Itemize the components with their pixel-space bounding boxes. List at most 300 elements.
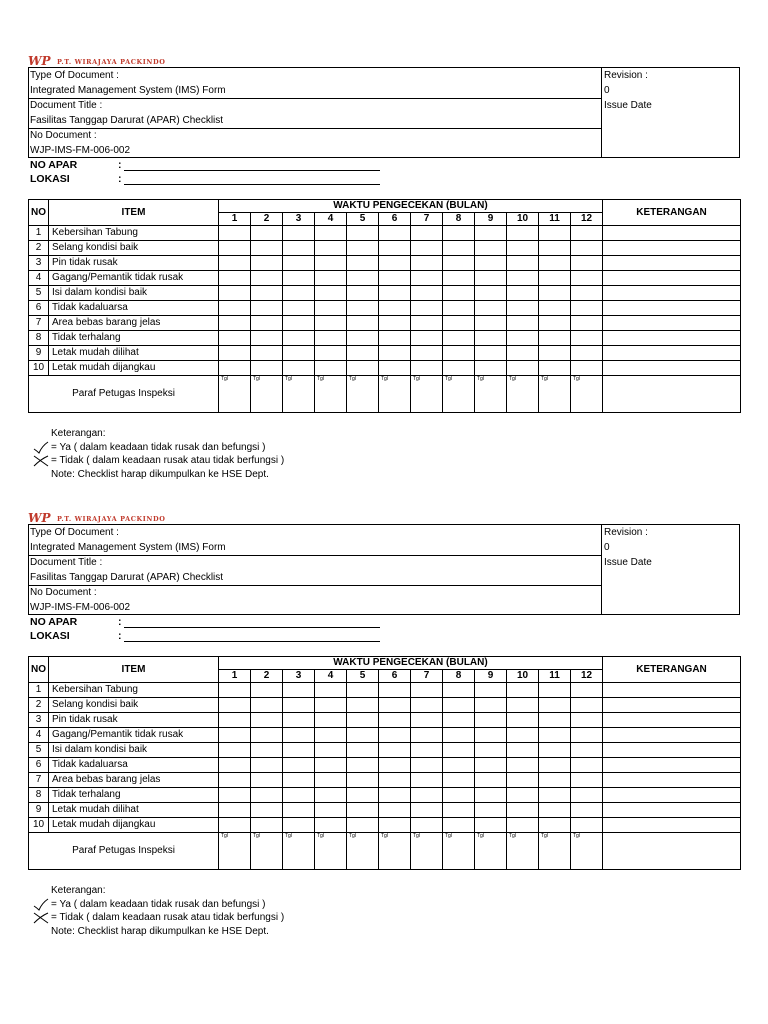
check-cell[interactable] — [539, 803, 571, 818]
signature-date-cell[interactable]: Tgl — [219, 833, 251, 870]
check-cell[interactable] — [219, 346, 251, 361]
check-cell[interactable] — [443, 803, 475, 818]
check-cell[interactable] — [507, 728, 539, 743]
check-cell[interactable] — [379, 803, 411, 818]
check-cell[interactable] — [507, 316, 539, 331]
check-cell[interactable] — [283, 773, 315, 788]
check-cell[interactable] — [315, 713, 347, 728]
check-cell[interactable] — [219, 758, 251, 773]
keterangan-cell[interactable] — [603, 271, 741, 286]
check-cell[interactable] — [251, 773, 283, 788]
check-cell[interactable] — [411, 241, 443, 256]
check-cell[interactable] — [475, 331, 507, 346]
check-cell[interactable] — [443, 713, 475, 728]
check-cell[interactable] — [411, 346, 443, 361]
check-cell[interactable] — [507, 271, 539, 286]
check-cell[interactable] — [411, 286, 443, 301]
check-cell[interactable] — [443, 818, 475, 833]
check-cell[interactable] — [443, 301, 475, 316]
checklist-table — [28, 656, 741, 870]
check-cell[interactable] — [251, 346, 283, 361]
check-cell[interactable] — [219, 728, 251, 743]
check-cell[interactable] — [315, 818, 347, 833]
check-cell[interactable] — [443, 346, 475, 361]
check-cell[interactable] — [411, 728, 443, 743]
check-cell[interactable] — [571, 698, 603, 713]
check-cell[interactable] — [315, 331, 347, 346]
keterangan-cell[interactable] — [603, 241, 741, 256]
check-cell[interactable] — [411, 271, 443, 286]
signature-date-cell[interactable]: Tgl — [571, 376, 603, 413]
check-cell[interactable] — [283, 788, 315, 803]
check-cell[interactable] — [315, 361, 347, 376]
check-cell[interactable] — [347, 226, 379, 241]
check-cell[interactable] — [443, 683, 475, 698]
check-cell[interactable] — [283, 286, 315, 301]
check-cell[interactable] — [571, 743, 603, 758]
check-cell[interactable] — [443, 758, 475, 773]
check-cell[interactable] — [539, 316, 571, 331]
check-cell[interactable] — [315, 683, 347, 698]
check-cell[interactable] — [475, 256, 507, 271]
signature-date-cell[interactable]: Tgl — [315, 376, 347, 413]
check-cell[interactable] — [219, 301, 251, 316]
check-cell[interactable] — [475, 286, 507, 301]
check-cell[interactable] — [411, 683, 443, 698]
check-cell[interactable] — [443, 331, 475, 346]
signature-date-cell[interactable]: Tgl — [347, 376, 379, 413]
paraf-keterangan-cell[interactable] — [603, 376, 741, 413]
check-cell[interactable] — [251, 818, 283, 833]
item-number: 3 — [29, 256, 49, 271]
check-cell[interactable] — [347, 698, 379, 713]
keterangan-cell[interactable] — [603, 301, 741, 316]
check-cell[interactable] — [251, 301, 283, 316]
check-cell[interactable] — [251, 743, 283, 758]
signature-date-cell[interactable]: Tgl — [283, 376, 315, 413]
no-apar-input-line[interactable] — [124, 627, 380, 628]
check-cell[interactable] — [539, 346, 571, 361]
signature-date-cell[interactable]: Tgl — [507, 376, 539, 413]
check-cell[interactable] — [571, 758, 603, 773]
check-cell[interactable] — [251, 713, 283, 728]
check-cell[interactable] — [251, 316, 283, 331]
check-cell[interactable] — [443, 271, 475, 286]
check-cell[interactable] — [411, 818, 443, 833]
check-cell[interactable] — [219, 331, 251, 346]
check-cell[interactable] — [443, 728, 475, 743]
signature-date-cell[interactable]: Tgl — [507, 833, 539, 870]
check-cell[interactable] — [539, 773, 571, 788]
check-cell[interactable] — [571, 361, 603, 376]
check-cell[interactable] — [443, 698, 475, 713]
check-cell[interactable] — [379, 346, 411, 361]
check-cell[interactable] — [475, 818, 507, 833]
check-cell[interactable] — [411, 773, 443, 788]
check-cell[interactable] — [443, 773, 475, 788]
check-cell[interactable] — [219, 698, 251, 713]
check-cell[interactable] — [283, 683, 315, 698]
check-cell[interactable] — [347, 331, 379, 346]
check-cell[interactable] — [251, 271, 283, 286]
check-cell[interactable] — [379, 271, 411, 286]
check-cell[interactable] — [283, 803, 315, 818]
check-cell[interactable] — [283, 331, 315, 346]
check-cell[interactable] — [475, 361, 507, 376]
check-cell[interactable] — [475, 788, 507, 803]
check-cell[interactable] — [571, 286, 603, 301]
check-cell[interactable] — [347, 286, 379, 301]
keterangan-cell[interactable] — [603, 743, 741, 758]
no-apar-field[interactable]: NO APAR : — [30, 615, 77, 629]
check-cell[interactable] — [411, 743, 443, 758]
check-cell[interactable] — [507, 256, 539, 271]
check-cell[interactable] — [283, 226, 315, 241]
keterangan-cell[interactable] — [603, 331, 741, 346]
keterangan-cell[interactable] — [603, 316, 741, 331]
check-cell[interactable] — [379, 226, 411, 241]
check-cell[interactable] — [219, 316, 251, 331]
check-cell[interactable] — [347, 361, 379, 376]
check-cell[interactable] — [347, 346, 379, 361]
signature-date-cell[interactable]: Tgl — [379, 833, 411, 870]
check-cell[interactable] — [251, 683, 283, 698]
check-cell[interactable] — [411, 361, 443, 376]
check-cell[interactable] — [379, 788, 411, 803]
check-cell[interactable] — [411, 226, 443, 241]
signature-date-cell[interactable]: Tgl — [475, 833, 507, 870]
check-cell[interactable] — [283, 818, 315, 833]
signature-date-cell[interactable]: Tgl — [539, 833, 571, 870]
check-cell[interactable] — [571, 818, 603, 833]
check-cell[interactable] — [507, 698, 539, 713]
check-cell[interactable] — [347, 773, 379, 788]
check-cell[interactable] — [347, 758, 379, 773]
keterangan-cell[interactable] — [603, 286, 741, 301]
check-cell[interactable] — [283, 346, 315, 361]
check-cell[interactable] — [251, 728, 283, 743]
check-cell[interactable] — [539, 226, 571, 241]
check-cell[interactable] — [315, 728, 347, 743]
check-cell[interactable] — [283, 241, 315, 256]
check-cell[interactable] — [475, 773, 507, 788]
check-cell[interactable] — [219, 803, 251, 818]
no-apar-field[interactable]: NO APAR : — [30, 158, 77, 172]
check-cell[interactable] — [315, 803, 347, 818]
check-cell[interactable] — [507, 226, 539, 241]
check-cell[interactable] — [347, 728, 379, 743]
check-cell[interactable] — [251, 331, 283, 346]
check-cell[interactable] — [571, 331, 603, 346]
check-cell[interactable] — [475, 698, 507, 713]
check-cell[interactable] — [379, 361, 411, 376]
keterangan-cell[interactable] — [603, 346, 741, 361]
check-cell[interactable] — [347, 713, 379, 728]
signature-date-cell[interactable]: Tgl — [251, 833, 283, 870]
keterangan-cell[interactable] — [603, 698, 741, 713]
keterangan-cell[interactable] — [603, 226, 741, 241]
check-cell[interactable] — [251, 758, 283, 773]
keterangan-cell[interactable] — [603, 803, 741, 818]
keterangan-cell[interactable] — [603, 728, 741, 743]
signature-date-cell[interactable]: Tgl — [443, 376, 475, 413]
check-cell[interactable] — [283, 743, 315, 758]
lokasi-input-line[interactable] — [124, 184, 380, 185]
check-cell[interactable] — [443, 316, 475, 331]
check-cell[interactable] — [379, 713, 411, 728]
check-cell[interactable] — [251, 698, 283, 713]
revision-label: Revision : — [604, 70, 648, 81]
check-cell[interactable] — [251, 361, 283, 376]
signature-date-cell[interactable]: Tgl — [347, 833, 379, 870]
check-cell[interactable] — [475, 713, 507, 728]
check-cell[interactable] — [347, 241, 379, 256]
check-cell[interactable] — [347, 256, 379, 271]
check-cell[interactable] — [571, 301, 603, 316]
check-cell[interactable] — [507, 346, 539, 361]
check-cell[interactable] — [219, 361, 251, 376]
signature-date-cell[interactable]: Tgl — [571, 833, 603, 870]
check-cell[interactable] — [315, 271, 347, 286]
check-cell[interactable] — [347, 316, 379, 331]
check-cell[interactable] — [379, 241, 411, 256]
check-cell[interactable] — [571, 788, 603, 803]
lokasi-input-line[interactable] — [124, 641, 380, 642]
check-cell[interactable] — [379, 286, 411, 301]
check-cell[interactable] — [571, 241, 603, 256]
signature-date-cell[interactable]: Tgl — [219, 376, 251, 413]
keterangan-cell[interactable] — [603, 818, 741, 833]
check-cell[interactable] — [379, 256, 411, 271]
check-cell[interactable] — [475, 226, 507, 241]
check-cell[interactable] — [251, 241, 283, 256]
check-cell[interactable] — [443, 788, 475, 803]
check-cell[interactable] — [507, 361, 539, 376]
check-cell[interactable] — [539, 683, 571, 698]
check-cell[interactable] — [347, 743, 379, 758]
check-cell[interactable] — [379, 698, 411, 713]
check-cell[interactable] — [379, 301, 411, 316]
check-cell[interactable] — [251, 803, 283, 818]
check-cell[interactable] — [315, 286, 347, 301]
check-cell[interactable] — [219, 271, 251, 286]
check-cell[interactable] — [475, 803, 507, 818]
signature-date-cell[interactable]: Tgl — [379, 376, 411, 413]
no-apar-input-line[interactable] — [124, 170, 380, 171]
check-cell[interactable] — [411, 788, 443, 803]
check-cell[interactable] — [539, 361, 571, 376]
check-cell[interactable] — [475, 271, 507, 286]
keterangan-cell[interactable] — [603, 361, 741, 376]
lokasi-field[interactable]: LOKASI : — [30, 629, 70, 643]
signature-date-cell[interactable]: Tgl — [251, 376, 283, 413]
signature-date-cell[interactable]: Tgl — [411, 833, 443, 870]
check-cell[interactable] — [507, 331, 539, 346]
signature-date-cell[interactable]: Tgl — [315, 833, 347, 870]
check-cell[interactable] — [283, 758, 315, 773]
signature-date-cell[interactable]: Tgl — [283, 833, 315, 870]
keterangan-cell[interactable] — [603, 773, 741, 788]
check-cell[interactable] — [283, 728, 315, 743]
check-cell[interactable] — [219, 241, 251, 256]
check-cell[interactable] — [347, 803, 379, 818]
signature-date-cell[interactable]: Tgl — [475, 376, 507, 413]
check-cell[interactable] — [347, 301, 379, 316]
check-cell[interactable] — [219, 256, 251, 271]
check-cell[interactable] — [379, 773, 411, 788]
keterangan-cell[interactable] — [603, 256, 741, 271]
check-cell[interactable] — [379, 758, 411, 773]
check-cell[interactable] — [379, 743, 411, 758]
check-cell[interactable] — [411, 316, 443, 331]
check-cell[interactable] — [571, 803, 603, 818]
check-cell[interactable] — [571, 683, 603, 698]
check-cell[interactable] — [347, 271, 379, 286]
check-cell[interactable] — [379, 331, 411, 346]
check-cell[interactable] — [571, 713, 603, 728]
check-cell[interactable] — [507, 758, 539, 773]
check-cell[interactable] — [571, 271, 603, 286]
check-cell[interactable] — [539, 713, 571, 728]
check-cell[interactable] — [571, 316, 603, 331]
check-cell[interactable] — [315, 256, 347, 271]
check-cell[interactable] — [251, 286, 283, 301]
check-cell[interactable] — [507, 773, 539, 788]
apar-checklist-form-1 — [0, 52, 768, 492]
check-cell[interactable] — [283, 713, 315, 728]
check-cell[interactable] — [283, 698, 315, 713]
check-cell[interactable] — [283, 301, 315, 316]
check-cell[interactable] — [411, 758, 443, 773]
check-cell[interactable] — [411, 301, 443, 316]
signature-date-cell[interactable]: Tgl — [443, 833, 475, 870]
check-cell[interactable] — [507, 301, 539, 316]
check-cell[interactable] — [283, 271, 315, 286]
check-cell[interactable] — [443, 241, 475, 256]
check-cell[interactable] — [379, 683, 411, 698]
check-cell[interactable] — [219, 226, 251, 241]
check-cell[interactable] — [539, 788, 571, 803]
month-header: 4 — [315, 213, 347, 226]
check-cell[interactable] — [539, 818, 571, 833]
check-cell[interactable] — [443, 361, 475, 376]
check-cell[interactable] — [507, 788, 539, 803]
check-cell[interactable] — [539, 331, 571, 346]
check-cell[interactable] — [443, 226, 475, 241]
check-cell[interactable] — [411, 331, 443, 346]
check-cell[interactable] — [539, 286, 571, 301]
keterangan-cell[interactable] — [603, 788, 741, 803]
check-cell[interactable] — [539, 241, 571, 256]
check-cell[interactable] — [315, 788, 347, 803]
keterangan-cell[interactable] — [603, 758, 741, 773]
check-cell[interactable] — [315, 226, 347, 241]
check-cell[interactable] — [347, 818, 379, 833]
check-cell[interactable] — [251, 256, 283, 271]
check-cell[interactable] — [571, 773, 603, 788]
check-cell[interactable] — [251, 788, 283, 803]
check-cell[interactable] — [571, 256, 603, 271]
check-cell[interactable] — [507, 818, 539, 833]
check-cell[interactable] — [443, 256, 475, 271]
check-cell[interactable] — [539, 758, 571, 773]
check-cell[interactable] — [443, 743, 475, 758]
check-cell[interactable] — [347, 788, 379, 803]
check-cell[interactable] — [315, 241, 347, 256]
check-cell[interactable] — [219, 683, 251, 698]
check-cell[interactable] — [411, 803, 443, 818]
check-cell[interactable] — [219, 713, 251, 728]
check-cell[interactable] — [347, 683, 379, 698]
check-cell[interactable] — [315, 743, 347, 758]
check-cell[interactable] — [571, 346, 603, 361]
check-cell[interactable] — [507, 683, 539, 698]
check-cell[interactable] — [411, 713, 443, 728]
check-cell[interactable] — [219, 818, 251, 833]
check-cell[interactable] — [507, 241, 539, 256]
check-cell[interactable] — [475, 758, 507, 773]
check-cell[interactable] — [475, 346, 507, 361]
keterangan-cell[interactable] — [603, 713, 741, 728]
check-cell[interactable] — [475, 316, 507, 331]
signature-date-cell[interactable]: Tgl — [539, 376, 571, 413]
check-cell[interactable] — [315, 301, 347, 316]
check-cell[interactable] — [539, 743, 571, 758]
check-cell[interactable] — [251, 226, 283, 241]
check-cell[interactable] — [411, 256, 443, 271]
check-cell[interactable] — [219, 286, 251, 301]
check-cell[interactable] — [315, 773, 347, 788]
check-cell[interactable] — [219, 743, 251, 758]
check-cell[interactable] — [411, 698, 443, 713]
check-cell[interactable] — [315, 758, 347, 773]
check-cell[interactable] — [507, 713, 539, 728]
check-cell[interactable] — [315, 698, 347, 713]
check-cell[interactable] — [443, 286, 475, 301]
keterangan-cell[interactable] — [603, 683, 741, 698]
check-cell[interactable] — [315, 346, 347, 361]
check-cell[interactable] — [539, 256, 571, 271]
check-cell[interactable] — [571, 728, 603, 743]
check-cell[interactable] — [539, 301, 571, 316]
check-cell[interactable] — [507, 286, 539, 301]
check-cell[interactable] — [539, 698, 571, 713]
check-cell[interactable] — [379, 818, 411, 833]
check-cell[interactable] — [475, 301, 507, 316]
check-cell[interactable] — [539, 728, 571, 743]
check-cell[interactable] — [283, 316, 315, 331]
item-label: Letak mudah dijangkau — [49, 818, 219, 833]
check-cell[interactable] — [315, 316, 347, 331]
paraf-keterangan-cell[interactable] — [603, 833, 741, 870]
check-cell[interactable] — [379, 316, 411, 331]
check-cell[interactable] — [475, 683, 507, 698]
check-cell[interactable] — [507, 743, 539, 758]
check-cell[interactable] — [507, 803, 539, 818]
check-cell[interactable] — [571, 226, 603, 241]
check-cell[interactable] — [219, 773, 251, 788]
check-cell[interactable] — [283, 256, 315, 271]
check-cell[interactable] — [219, 788, 251, 803]
check-cell[interactable] — [475, 241, 507, 256]
check-cell[interactable] — [539, 271, 571, 286]
signature-date-cell[interactable]: Tgl — [411, 376, 443, 413]
check-cell[interactable] — [379, 728, 411, 743]
lokasi-field[interactable]: LOKASI : — [30, 172, 70, 186]
check-cell[interactable] — [283, 361, 315, 376]
check-cell[interactable] — [475, 728, 507, 743]
check-cell[interactable] — [475, 743, 507, 758]
